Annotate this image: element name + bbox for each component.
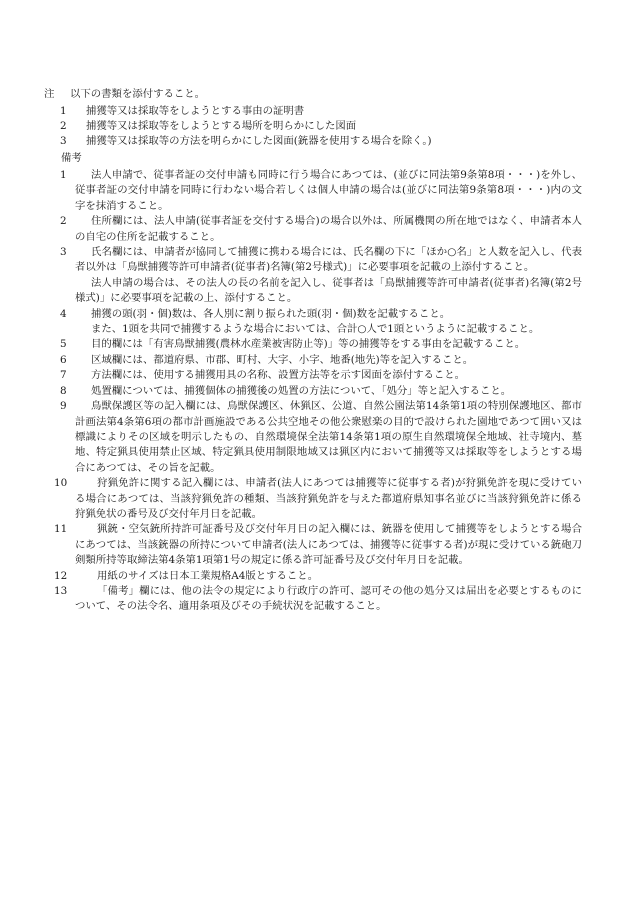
remark-item [54, 569, 582, 584]
remarks-list [54, 168, 582, 615]
attachment-number: 1 [60, 105, 67, 117]
remark-number: 5 [60, 338, 67, 351]
remark-item [60, 384, 582, 399]
attachment-item [60, 119, 600, 134]
attachment-text: 捕獲等又は採取等をしようとする事由の証明書 [86, 105, 305, 117]
remark-number: 1 [60, 169, 67, 181]
attachment-text: 捕獲等又は採取等をしようとする場所を明らかにした図面 [86, 120, 357, 132]
remark-text: 用紙のサイズは日本工業規格A4版とすること。 [97, 569, 319, 582]
remark-text: 鳥獣保護区等の記入欄には、鳥獣保護区、休猟区、公道、自然公園法第14条第1項の特別保護地区、都市計画法第4条第6項の都市計画施設である公共空地その他公衆慰楽の目的で設けられた園地であつて囲い又は標識によりその区域を明示したもの、自然環境保全法第14条第1項の原生自然環境保全地域、社寺境内、墓地、特定猟具使用禁止区域、特定猟具使用制限地域又は猟区内において捕獲等又は採取等をしようとする場合にあつては、その旨を記載。 [75, 400, 582, 474]
remark-item [60, 307, 582, 338]
remark-item [60, 368, 582, 383]
remark-text: 狩猟免許に関する記入欄には、申請者(法人にあつては捕獲等に従事する者)が狩猟免許を現に受けている場合にあつては、当該狩猟免許の種類、当該狩猟免許を与えた都道府県知事名並びに当該狩猟免許に係る狩猟免状の番号及び交付年月日を記載。 [75, 477, 582, 520]
remark-text: 氏名欄には、申請者が協同して捕獲に携わる場合には、氏名欄の下に「ほか○名」と人数を記入し、代表者以外は「鳥獣捕獲等許可申請者(従事者)名簿(第2号様式)」に必要事項を記載の上添付すること。 [75, 246, 582, 274]
attachment-text: 捕獲等又は採取等の方法を明らかにした図面(銃器を使用する場合を除く。) [86, 135, 432, 147]
remark-text: 区域欄には、都道府県、市郡、町村、大字、小字、地番(地先)等を記入すること。 [91, 353, 474, 366]
remark-item [60, 214, 582, 245]
remark-item [54, 584, 582, 615]
attachment-list [60, 104, 600, 149]
remark-item [60, 245, 582, 307]
remark-number: 7 [60, 369, 67, 382]
remark-item [60, 168, 582, 214]
remark-number: 11 [54, 523, 68, 536]
remark-number: 4 [60, 307, 67, 320]
remark-number: 8 [60, 384, 67, 397]
remark-item [54, 476, 582, 522]
note-heading [44, 87, 205, 102]
note-intro: 以下の書類を添付すること。 [70, 88, 206, 100]
remark-subtext: 法人申請の場合は、その法人の長の名前を記入し、従事者は「鳥獣捕獲等許可申請者(従事者)名簿(第2号様式)」に必要事項を記載の上、添付すること。 [75, 276, 582, 305]
remark-text: 「備考」欄には、他の法令の規定により行政庁の許可、認可その他の処分又は届出を必要とするものについて、その法令名、適用条項及びその手続状況を記載すること。 [75, 584, 582, 613]
remark-subtext: また、1頭を共同で捕獲するような場合においては、合計○人で1頭というように記載すること。 [91, 323, 540, 336]
remark-item [60, 399, 582, 476]
remark-text: 法人申請で、従事者証の交付申請も同時に行う場合にあつては、(並びに同法第9条第8項・・・)を外し、従事者証の交付申請を同時に行わない場合若しくは個人申請の場合は(並びに同法第9条第8項・・・)内の文字を抹消すること。 [75, 169, 582, 212]
remark-number: 6 [60, 353, 67, 366]
remark-item [60, 337, 582, 352]
remark-item [54, 522, 582, 568]
attachment-number: 2 [60, 120, 67, 132]
remark-text: 捕獲の頭(羽・個)数は、各人別に割り振られた頭(羽・個)数を記載すること。 [91, 307, 451, 320]
remark-number: 13 [54, 584, 68, 597]
remark-number: 9 [60, 400, 67, 413]
remark-text: 目的欄には「有害鳥獣捕獲(農林水産業被害防止等)」等の捕獲等をする事由を記載すること。 [91, 338, 526, 351]
remark-text: 住所欄には、法人申請(従事者証を交付する場合)の場合以外は、所属機関の所在地ではなく、申請者本人の自宅の住所を記載すること。 [75, 215, 582, 243]
remark-text: 処置欄については、捕獲個体の捕獲後の処置の方法について、「処分」等と記入すること。 [91, 384, 512, 397]
remark-number: 12 [54, 569, 68, 582]
note-label: 注 [44, 88, 55, 100]
attachment-item [60, 134, 600, 149]
remark-number: 10 [54, 477, 68, 490]
remark-text: 方法欄には、使用する捕獲用具の名称、設置方法等を示す図面を添付すること。 [91, 369, 466, 382]
remark-number: 3 [60, 246, 67, 259]
remarks-heading: 備考 [61, 152, 82, 164]
remark-item [60, 353, 582, 368]
attachment-item [60, 104, 600, 119]
attachment-number: 3 [60, 135, 67, 147]
remark-text: 猟銃・空気銃所持許可証番号及び交付年月日の記入欄には、銃器を使用して捕獲等をしようとする場合にあつては、当該銃器の所持について申請者(法人にあつては、捕獲等に従事する者)が現に受けている銃砲刀剣類所持等取締法第4条第1項第1号の規定に係る許可証番号及び交付年月日を記載。 [75, 523, 582, 567]
remark-number: 2 [60, 215, 67, 228]
